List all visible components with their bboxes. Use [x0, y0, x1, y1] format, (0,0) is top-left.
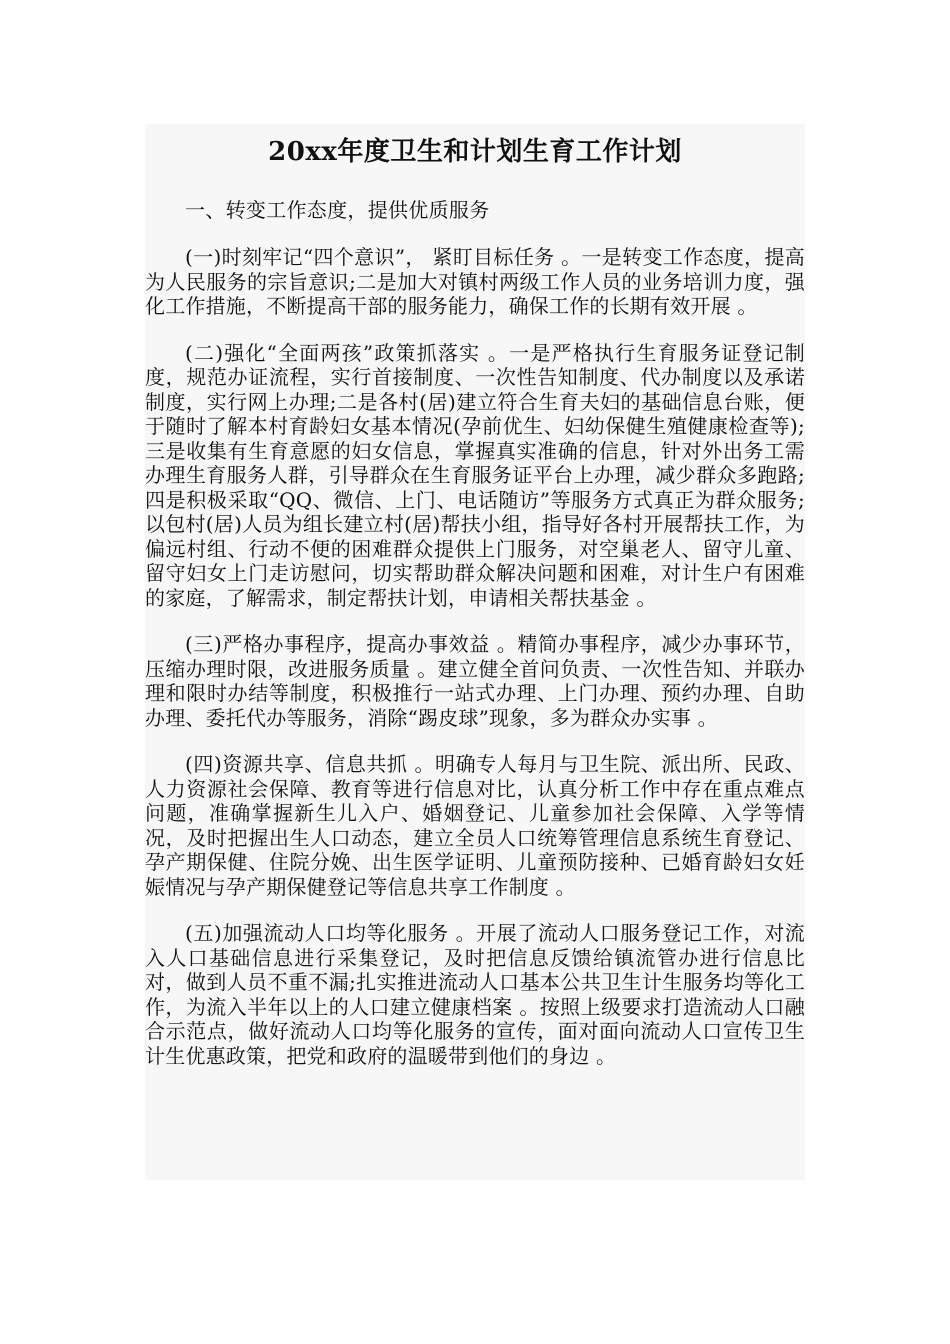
paragraph-2: (二)强化“全面两孩”政策抓落实 。一是严格执行生育服务证登记制度，规范办证流程，实行首接制度、一次性告知制度、代办制度以及承诺制度，实行网上办理;二是各村(居)建立符合生育夫妇的基础信息台账，便于随时了解本村育龄妇女基本情况(孕前优生、妇幼保健生殖健康检查等);三是收集有生育意愿的妇女信息，掌握真实准确的信息，针对外出务工需办理生育服务人群，引导群众在生育服务证平台上办理，减少群众多跑路;四是积极采取“QQ、微信、上门、电话随访”等服务方式真正为群众服务;以包村(居)人员为组长建立村(居)帮扶小组，指导好各村开展帮扶工作，为偏远村组、行动不便的困难群众提供上门服务，对空巢老人、留守儿童、留守妇女上门走访慰问，切实帮助群众解决问题和困难，对计生户有困难的家庭，了解需求，制定帮扶计划，申请相关帮扶基金 。 [145, 340, 805, 610]
document-page [145, 124, 805, 1180]
paragraph-3: (三)严格办事程序，提高办事效益 。精简办事程序，减少办事环节，压缩办理时限，改进服务质量 。建立健全首问负责、一次性告知、并联办理和限时办结等制度，积极推行一站式办理、上门办理、预约办理、自助办理、委托代办等服务，消除“踢皮球”现象，多为群众办实事 。 [145, 632, 805, 730]
document-title: 20xx年度卫生和计划生育工作计划 [268, 137, 682, 167]
section-heading: 一、转变工作态度，提供优质服务 [185, 198, 490, 222]
paragraph-4: (四)资源共享、信息共抓 。明确专人每月与卫生院、派出所、民政、人力资源社会保障、教育等进行信息对比，认真分析工作中存在重点难点问题，准确掌握新生儿入户、婚姻登记、儿童参加社会保障、入学等情况，及时把握出生人口动态，建立全员人口统筹管理信息系统生育登记、孕产期保健、住院分娩、出生医学证明、儿童预防接种、已婚育龄妇女妊娠情况与孕产期保健登记等信息共享工作制度 。 [145, 752, 805, 899]
paragraph-5: (五)加强流动人口均等化服务 。开展了流动人口服务登记工作，对流入人口基础信息进行采集登记，及时把信息反馈给镇流管办进行信息比对，做到人员不重不漏;扎实推进流动人口基本公共卫生计生服务均等化工作，为流入半年以上的人口建立健康档案 。按照上级要求打造流动人口融合示范点，做好流动人口均等化服务的宣传，面对面向流动人口宣传卫生计生优惠政策，把党和政府的温暖带到他们的身边 。 [145, 921, 805, 1068]
paragraph-1: (一)时刻牢记“四个意识”， 紧盯目标任务 。一是转变工作态度，提高为人民服务的宗旨意识;二是加大对镇村两级工作人员的业务培训力度，强化工作措施，不断提高干部的服务能力，确保工作的长期有效开展 。 [145, 245, 805, 318]
